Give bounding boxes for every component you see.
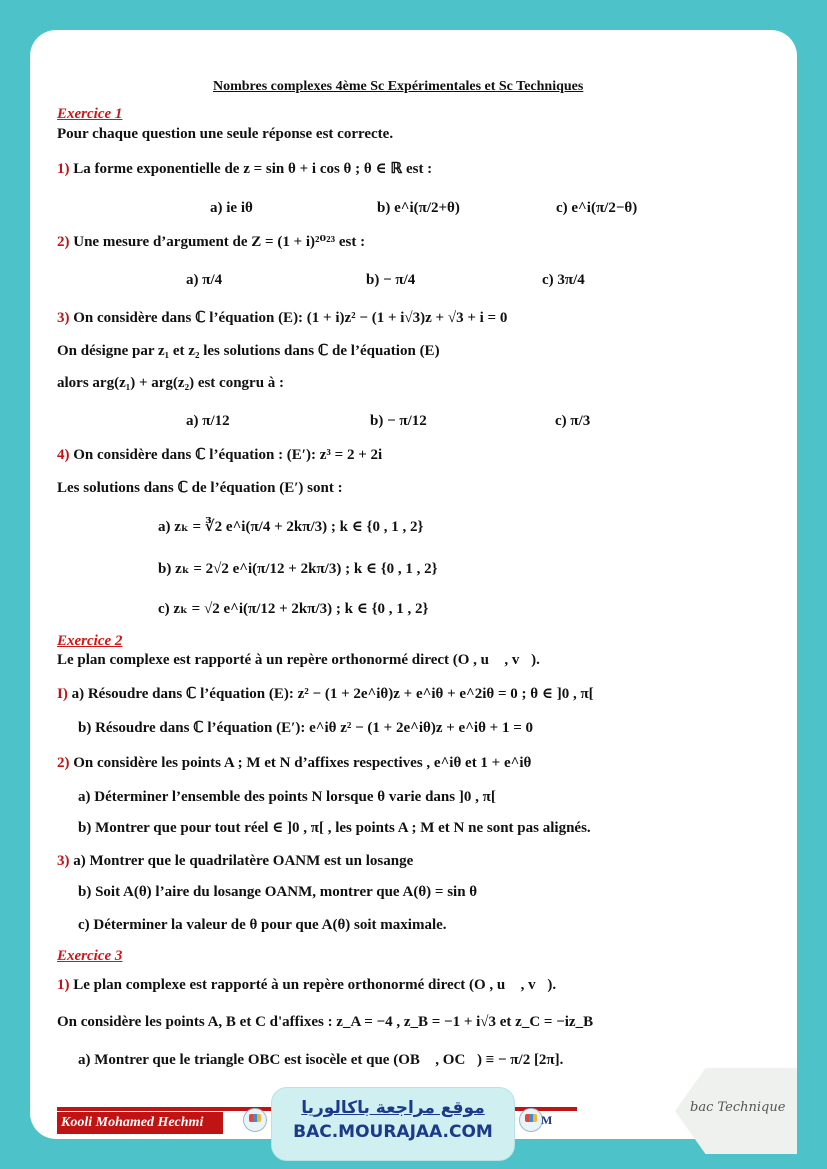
choice-a: a) ie iθ [210,200,253,216]
choice-b: b) − π/4 [366,272,416,288]
question-3-line-2: On désigne par z₁ et z₂ les solutions dans ℂ de l’équation (E) [57,343,440,359]
choice-b: b) − π/12 [370,413,427,429]
part-text: a) Résoudre dans ℂ l’équation (E): z² − (1 + 2e^iθ)z + e^iθ + e^2iθ = 0 ; θ ∈ ]0 , π[ [71,686,594,702]
choice-b: b) e^i(π/2+θ) [377,200,460,216]
choice-a: a) zₖ = ∛2 e^i(π/4 + 2kπ/3) ; k ∈ {0 , 1 , 2} [158,519,424,535]
site-badge-arabic: موقع مراجعة باكالوريا [301,1098,485,1118]
question-number: 3) [57,853,70,869]
exercise-2-intro: Le plan complexe est rapporté à un repère orthonormé direct (O , u⃗ , v⃗). [57,652,540,668]
question-3-line-3: alors arg(z₁) + arg(z₂) est congru à : [57,375,285,391]
question-number: 1) [57,977,70,993]
question-1-a: a) Montrer que le triangle OBC est isocèle et que (OB⃗ , OC⃗) ≡ − π/2 [2π]. [78,1052,564,1068]
question-number: 4) [57,447,70,463]
question-text: Une mesure d’argument de Z = (1 + i)²⁰²³ est : [73,234,366,250]
exercise-1-heading: Exercice 1 [57,106,123,122]
choice-b: b) zₖ = 2√2 e^i(π/12 + 2kπ/3) ; k ∈ {0 , 1 , 2} [158,561,438,577]
question-4 [57,445,382,465]
footer-letter: M [541,1113,553,1127]
document-title: Nombres complexes 4ème Sc Expérimentales et Sc Techniques [213,79,584,94]
question-4-line-2: Les solutions dans ℂ de l’équation (E′) sont : [57,480,343,496]
question-3-b: b) Soit A(θ) l’aire du losange OANM, montrer que A(θ) = sin θ [78,884,478,900]
site-badge-url[interactable]: BAC.MOURAJAA.COM [293,1122,493,1142]
question-3 [57,308,507,328]
choice-c: c) 3π/4 [542,272,585,288]
question-text: a) Montrer que le quadrilatère OANM est un losange [73,853,414,869]
question-number: 1) [57,161,70,177]
question-2 [57,753,531,773]
school-logo-icon [519,1108,543,1132]
question-1 [57,975,556,995]
question-number: 2) [57,234,70,250]
question-3-c: c) Déterminer la valeur de θ pour que A(θ) soit maximale. [78,917,447,933]
exercise-3-heading: Exercice 3 [57,948,123,964]
school-logo-icon [243,1108,267,1132]
question-text: Le plan complexe est rapporté à un repère orthonormé direct (O , u⃗ , v⃗). [73,977,557,993]
choice-c: c) π/3 [555,413,591,429]
corner-tag-text: bac Technique [690,1100,786,1115]
question-1 [57,159,432,179]
choice-a: a) π/4 [186,272,223,288]
question-text: La forme exponentielle de z = sin θ + i cos θ ; θ ∈ ℝ est : [73,161,433,177]
choice-c: c) zₖ = √2 e^i(π/12 + 2kπ/3) ; k ∈ {0 , 1 , 2} [158,601,429,617]
question-text: On considère dans ℂ l’équation (E): (1 + i)z² − (1 + i√3)z + √3 + i = 0 [73,310,508,326]
choice-a: a) π/12 [186,413,230,429]
question-2-b: b) Montrer que pour tout réel ∈ ]0 , π[ , les points A ; M et N ne sont pas alignés. [78,820,591,836]
exercise-1-intro: Pour chaque question une seule réponse est correcte. [57,126,394,142]
question-text: On considère dans ℂ l’équation : (E′): z³ = 2 + 2i [73,447,383,463]
question-3-a [57,851,413,871]
part-I-a [57,684,594,704]
choice-c: c) e^i(π/2−θ) [556,200,638,216]
question-number: 2) [57,755,70,771]
question-1-line-2: On considère les points A, B et C d'affixes : z_A = −4 , z_B = −1 + i√3 et z_C = −iz_B [57,1014,594,1030]
question-2-a: a) Déterminer l’ensemble des points N lorsque θ varie dans ]0 , π[ [78,789,496,805]
site-badge[interactable] [271,1087,515,1161]
part-number: I) [57,686,68,702]
part-I-b: b) Résoudre dans ℂ l’équation (E′): e^iθ z² − (1 + 2e^iθ)z + e^iθ + 1 = 0 [78,720,534,736]
exercise-2-heading: Exercice 2 [57,633,123,649]
question-text: On considère les points A ; M et N d’affixes respectives , e^iθ et 1 + e^iθ [73,755,532,771]
question-2 [57,232,365,252]
author-name: Kooli Mohamed Hechmi [57,1112,223,1134]
question-number: 3) [57,310,70,326]
